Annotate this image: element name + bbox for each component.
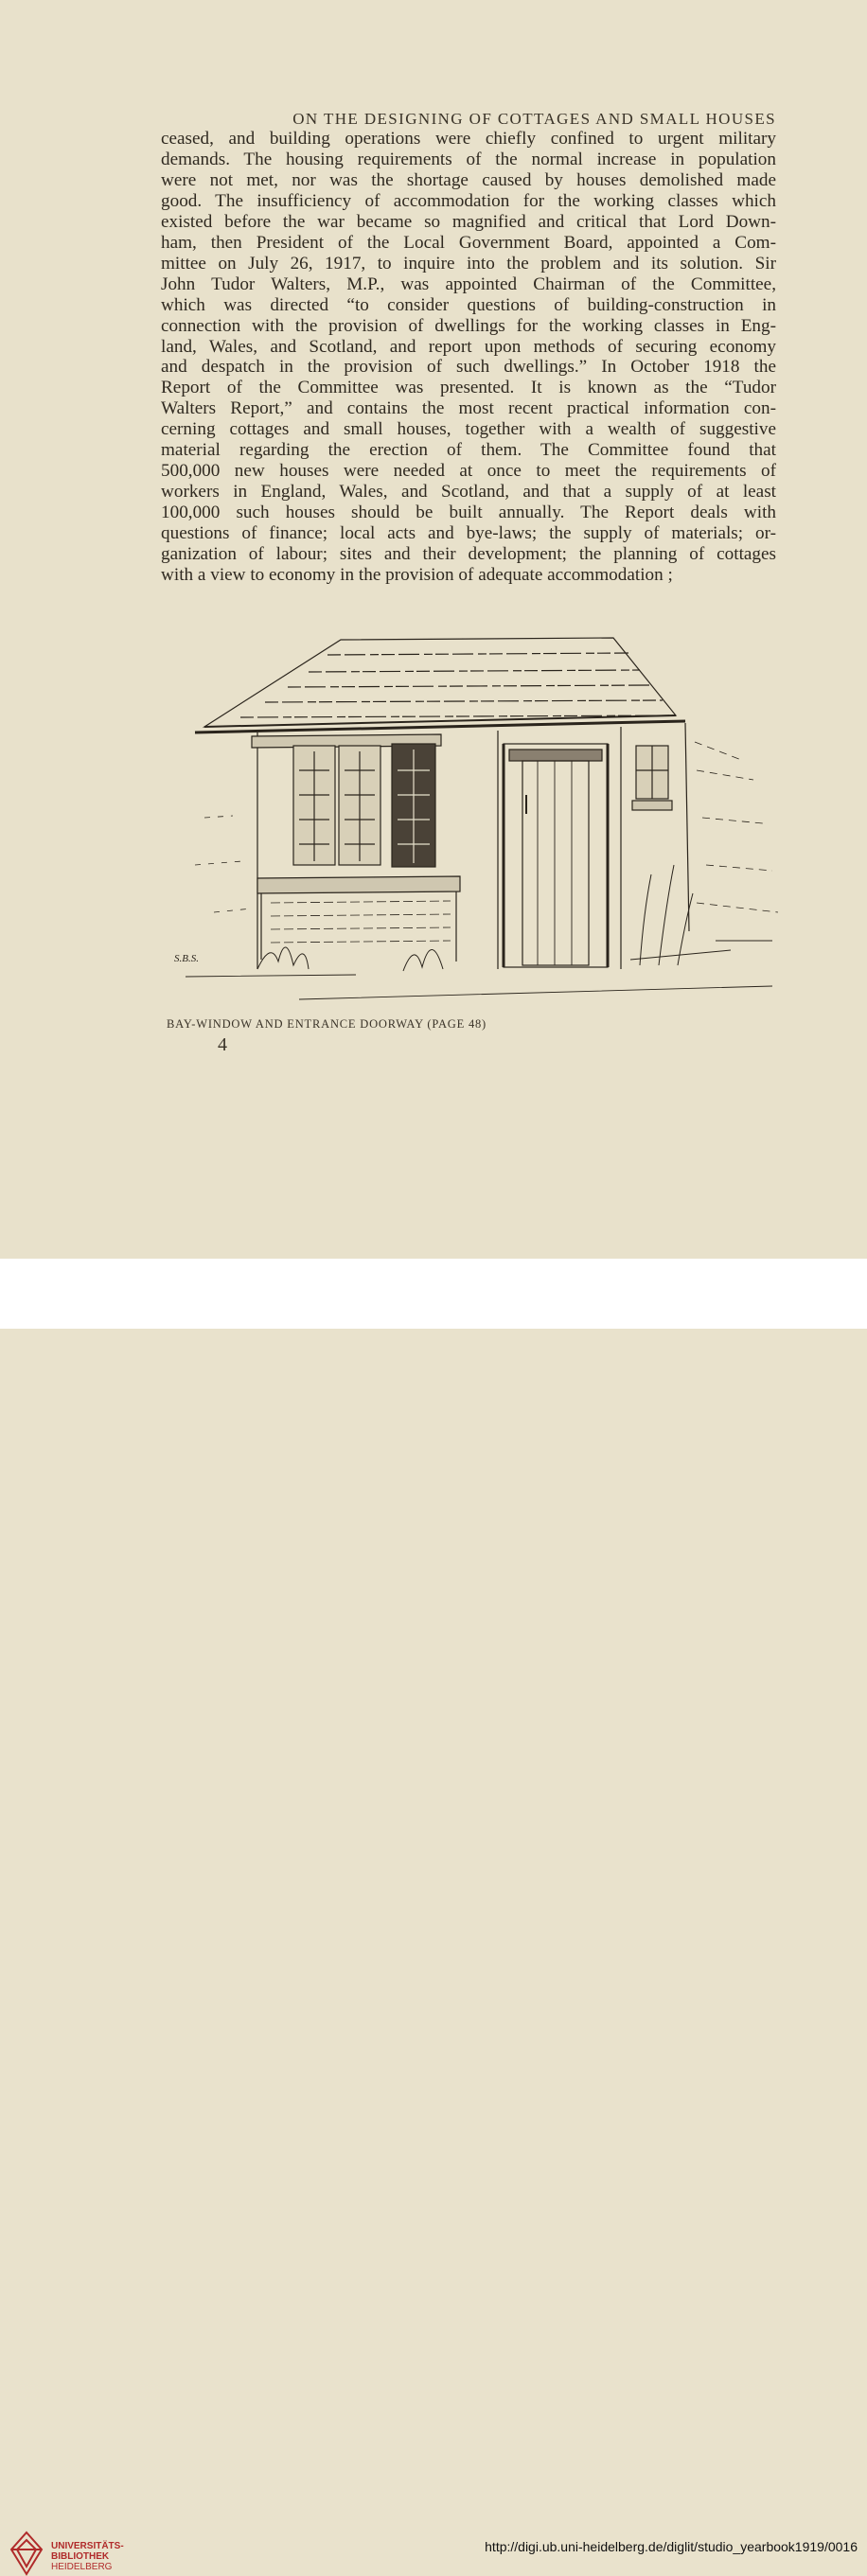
body-text-line: 500,000 new houses were needed at once to meet the requirements of bbox=[161, 461, 776, 482]
ground-line bbox=[186, 975, 772, 999]
body-text-line: Walters Report,” and contains the most recent practical information con- bbox=[161, 398, 776, 419]
entrance-doorway bbox=[504, 744, 608, 967]
body-text-line: and despatch in the provision of such dwellings.” In October 1918 the bbox=[161, 357, 776, 378]
source-url-link[interactable]: http://digi.ub.uni-heidelberg.de/diglit/studio_yearbook1919/0016 bbox=[485, 2539, 858, 2554]
body-text-line: with a view to economy in the provision of adequate accommodation ; bbox=[161, 565, 673, 586]
body-text-line: John Tudor Walters, M.P., was appointed Chairman of the Committee, bbox=[161, 273, 776, 294]
body-text-line: material regarding the erection of them. The Committee found that bbox=[161, 440, 776, 461]
body-text-line: ganization of labour; sites and their development; the planning of cottages bbox=[161, 544, 776, 565]
body-text-line: connection with the provision of dwellings for the working classes in Eng- bbox=[161, 315, 776, 336]
figure-caption: BAY-WINDOW AND ENTRANCE DOORWAY (PAGE 48) bbox=[167, 1017, 487, 1031]
body-text-line: Report of the Committee was presented. It is known as the “Tudor bbox=[161, 378, 776, 398]
cottage-illustration bbox=[167, 628, 780, 1016]
body-text-line: ceased, and building operations were chiefly confined to urgent military bbox=[161, 129, 776, 149]
book-page bbox=[0, 0, 867, 1259]
body-text-line: 100,000 such houses should be built annually. The Report deals with bbox=[161, 503, 776, 523]
body-text bbox=[161, 129, 776, 586]
body-text-line: were not met, nor was the shortage caused by houses demolished made bbox=[161, 169, 776, 190]
page-number: 4 bbox=[218, 1034, 227, 1055]
footer-bar bbox=[0, 1259, 867, 2572]
library-name-line2: BIBLIOTHEK bbox=[51, 2551, 110, 2562]
body-text-line: demands. The housing requirements of the normal increase in population bbox=[161, 149, 776, 169]
body-text-line: good. The insufficiency of accommodation for the working classes which bbox=[161, 190, 776, 211]
body-text-line: land, Wales, and Scotland, and report upon methods of securing economy bbox=[161, 336, 776, 357]
body-text-line: mittee on July 26, 1917, to inquire into the problem and its solution. Sir bbox=[161, 253, 776, 273]
body-text-line: which was directed “to consider questions of building-construction in bbox=[161, 294, 776, 315]
library-logo-icon bbox=[9, 2531, 44, 2576]
library-name-line1: UNIVERSITÄTS- bbox=[51, 2541, 124, 2551]
library-name-line3: HEIDELBERG bbox=[51, 2562, 113, 2572]
running-head: ON THE DESIGNING OF COTTAGES AND SMALL HOUSES bbox=[292, 110, 776, 128]
artist-signature: S.B.S. bbox=[174, 953, 199, 964]
body-text-line: questions of finance; local acts and bye-laws; the supply of materials; or- bbox=[161, 523, 776, 544]
library-name bbox=[51, 2541, 124, 2572]
side-window bbox=[632, 746, 672, 810]
bay-window bbox=[293, 744, 435, 867]
body-text-line: existed before the war became so magnified and critical that Lord Down- bbox=[161, 211, 776, 232]
body-text-line: workers in England, Wales, and Scotland, and that a supply of at least bbox=[161, 482, 776, 503]
body-text-line: cerning cottages and small houses, together with a wealth of suggestive bbox=[161, 419, 776, 440]
roof bbox=[195, 638, 685, 732]
body-text-line: ham, then President of the Local Government Board, appointed a Com- bbox=[161, 232, 776, 253]
